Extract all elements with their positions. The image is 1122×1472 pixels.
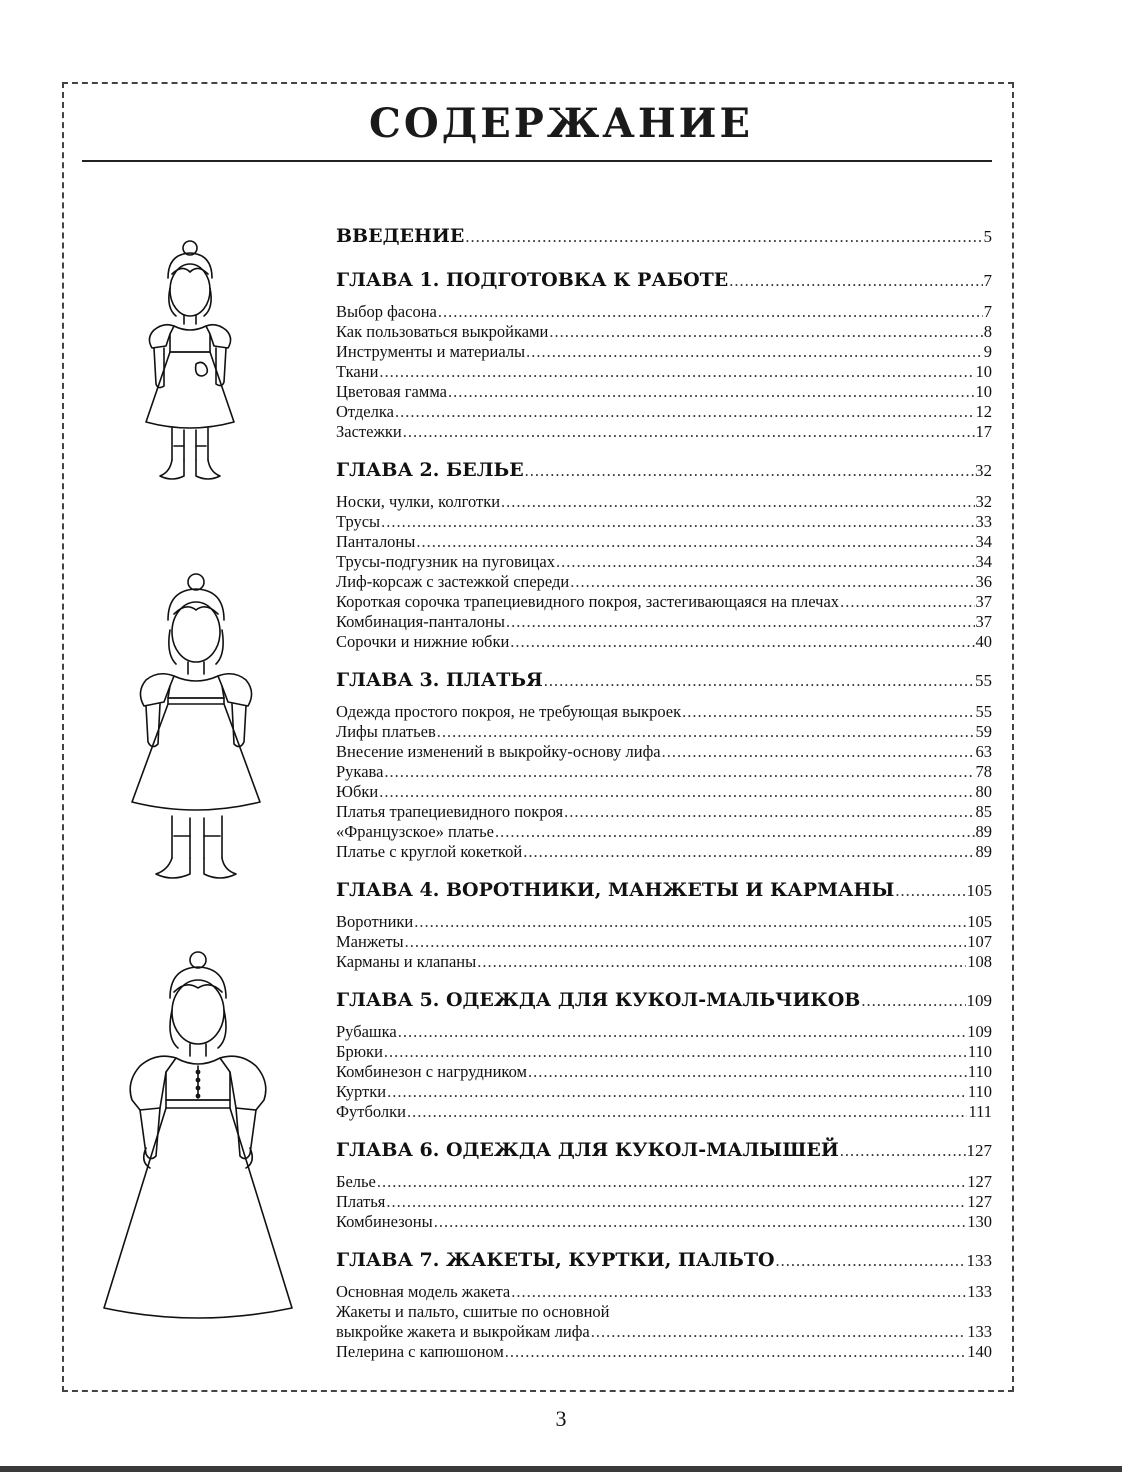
toc-entry [336,762,992,782]
toc-entry-title: Рубашка [336,1022,397,1041]
bottom-edge-bar [0,1466,1122,1472]
toc-entry-title: Ткани [336,362,379,381]
toc-leader-dots [377,1172,966,1192]
toc-leader-dots [505,1342,966,1362]
toc-entry-title: Карманы и клапаны [336,952,477,971]
toc-chapter [336,1250,992,1276]
toc-entry [336,342,992,362]
toc-entry [336,512,992,532]
toc-entry-title: Цветовая гамма [336,382,447,401]
toc-entry [336,702,992,722]
toc-entry-title: Платья трапециевидного покроя [336,802,564,821]
toc-leader-dots [477,952,966,972]
toc-entry-page: 133 [967,1282,992,1301]
toc-leader-dots [398,1022,967,1042]
page-title: СОДЕРЖАНИЕ [369,100,753,147]
toc-entry-title: Выбор фасона [336,302,437,321]
toc-entry-title: Куртки [336,1082,387,1101]
toc-entry-page: 110 [967,1082,992,1101]
toc-entry-page: 89 [975,822,992,841]
toc-entry-page: 89 [975,842,992,861]
toc-leader-dots [414,912,966,932]
toc-chapter-page: 32 [975,461,992,480]
toc-leader-dots [379,782,974,802]
toc-entry [336,362,992,382]
toc-leader-dots [729,271,982,291]
toc-entry [336,842,992,862]
toc-chapter-title: ГЛАВА 6. ОДЕЖДА ДЛЯ КУКОЛ-МАЛЫШЕЙ [336,1139,839,1161]
toc-entry [336,1342,992,1362]
toc-entry [336,552,992,572]
toc-leader-dots [523,842,974,862]
toc-entry [336,322,992,342]
toc-chapter-page: 127 [966,1141,992,1160]
toc-entry-title: Сорочки и нижние юбки [336,632,510,651]
toc-entry-title: Одежда простого покроя, не требующая выкроек [336,702,682,721]
toc-entry-title: Белье [336,1172,376,1191]
toc-chapter-title: ВВЕДЕНИЕ [336,225,465,247]
toc-entry-page: 34 [975,552,992,571]
toc-entry [336,1282,992,1302]
toc-entry [336,1322,992,1342]
toc-entry-page: 55 [975,702,992,721]
toc-entry-page: 12 [975,402,992,421]
toc-leader-dots [465,227,982,247]
toc-entry [336,802,992,822]
toc-entry-title: Лифы платьев [336,722,436,741]
toc-entry [336,632,992,652]
toc-entry [336,1302,992,1322]
toc-entry-title: Панталоны [336,532,416,551]
title-divider [82,160,992,162]
toc-entry-page: 37 [975,612,992,631]
toc-entry [336,382,992,402]
toc-leader-dots [381,512,974,532]
toc-chapter [336,460,992,486]
toc-entry-page: 63 [975,742,992,761]
toc-leader-dots [501,492,974,512]
toc-leader-dots [437,722,975,742]
toc-entry-page: 9 [983,342,992,361]
toc-entry [336,1042,992,1062]
page-number: 3 [555,1406,567,1431]
toc-entry-title: Пелерина с капюшоном [336,1342,504,1361]
toc-leader-dots [682,702,974,722]
toc-entry-page: 105 [967,912,992,931]
toc-leader-dots [448,382,975,402]
toc-entry-title: Короткая сорочка трапециевидного покроя, застегивающаяся на плечах [336,592,840,611]
toc-entry-title: «Французское» платье [336,822,494,841]
toc-chapter [336,880,992,906]
toc-leader-dots [564,802,974,822]
toc-entry-page: 140 [967,1342,992,1361]
toc-entry-title: Внесение изменений в выкройку-основу лифа [336,742,661,761]
toc-entry-title: Застежки [336,422,402,441]
toc-leader-dots [895,881,965,901]
toc-leader-dots [556,552,975,572]
doll-illustration-medium-dress [118,570,278,890]
toc-leader-dots [395,402,975,422]
toc-entry [336,572,992,592]
toc-entry [336,822,992,842]
toc-entry-page: 10 [975,362,992,381]
toc-entry-title: выкройке жакета и выкройкам лифа [336,1322,590,1341]
toc-entry-title: Юбки [336,782,379,801]
toc-entry-title: Воротники [336,912,414,931]
toc-entry-page: 10 [975,382,992,401]
toc-leader-dots [510,632,974,652]
toc-leader-dots [403,422,975,442]
toc-entry-page: 36 [975,572,992,591]
toc-entry-title: Рукава [336,762,384,781]
toc-chapter-page: 133 [966,1251,992,1270]
doll-illustration-short-dress [128,238,248,498]
toc-entry-page: 133 [967,1322,992,1341]
toc-chapter-page: 7 [983,271,992,290]
toc-chapter-title: ГЛАВА 1. ПОДГОТОВКА К РАБОТЕ [336,269,729,291]
toc-entry-title: Брюки [336,1042,383,1061]
toc-chapter-page: 5 [983,227,992,246]
toc-entry-page: 32 [975,492,992,511]
toc-chapter-page: 105 [966,881,992,900]
toc-entry-page: 7 [983,302,992,321]
toc-entry [336,742,992,762]
toc-leader-dots [776,1251,966,1271]
toc-entry-title: Комбинезон с нагрудником [336,1062,527,1081]
toc-entry [336,1082,992,1102]
toc-entry-page: 40 [975,632,992,651]
toc-leader-dots [840,592,974,612]
toc-leader-dots [416,532,974,552]
toc-entry-page: 127 [967,1172,992,1191]
toc-entry-title: Футболки [336,1102,407,1121]
toc-entry-title: Основная модель жакета [336,1282,511,1301]
toc-leader-dots [407,1102,967,1122]
toc-entry [336,592,992,612]
toc-entry [336,612,992,632]
toc-leader-dots [570,572,974,592]
toc-entry [336,1192,992,1212]
toc-entry-page: 130 [967,1212,992,1231]
toc-leader-dots [526,342,983,362]
toc-entry-title: Платья [336,1192,386,1211]
toc-entry-title: Отделка [336,402,394,421]
toc-entry-page: 8 [983,322,992,341]
toc-entry-page: 111 [968,1102,992,1121]
doll-illustration-long-dress [100,948,300,1328]
toc-leader-dots [511,1282,966,1302]
toc-leader-dots [384,1042,967,1062]
toc-entry-page: 85 [975,802,992,821]
toc-chapter [336,226,992,252]
toc-leader-dots [379,362,974,382]
toc-leader-dots [434,1212,967,1232]
toc-chapter-title: ГЛАВА 4. ВОРОТНИКИ, МАНЖЕТЫ И КАРМАНЫ [336,879,895,901]
toc-leader-dots [525,461,974,481]
toc-chapter-title: ГЛАВА 2. БЕЛЬЕ [336,459,524,481]
toc-leader-dots [384,762,974,782]
toc-entry-page: 59 [975,722,992,741]
toc-entry [336,912,992,932]
toc-entry-page: 17 [975,422,992,441]
toc-leader-dots [861,991,965,1011]
toc-chapter [336,1140,992,1166]
toc-leader-dots [495,822,975,842]
toc-chapter [336,670,992,696]
toc-entry-title: Платье с круглой кокеткой [336,842,523,861]
toc-entry-title: Как пользоваться выкройками [336,322,549,341]
toc-entry [336,402,992,422]
toc-entry [336,1102,992,1122]
toc-entry [336,932,992,952]
toc-entry [336,1062,992,1082]
toc-chapter-title: ГЛАВА 3. ПЛАТЬЯ [336,669,543,691]
toc-leader-dots [840,1141,966,1161]
toc-chapter [336,270,992,296]
toc-entry-page: 78 [975,762,992,781]
toc-entry-title: Трусы-подгузник на пуговицах [336,552,555,571]
toc-entry-page: 37 [975,592,992,611]
toc-leader-dots [662,742,975,762]
toc-entry-page: 110 [967,1062,992,1081]
toc-leader-dots [387,1082,967,1102]
toc-entry-page: 109 [967,1022,992,1041]
toc-chapter-page: 109 [966,991,992,1010]
toc-entry-page: 34 [975,532,992,551]
toc-entry [336,1022,992,1042]
toc-leader-dots [549,322,982,342]
toc-chapter-title: ГЛАВА 5. ОДЕЖДА ДЛЯ КУКОЛ-МАЛЬЧИКОВ [336,989,861,1011]
toc-entry [336,952,992,972]
toc-chapter-page: 55 [975,671,992,690]
toc-leader-dots [591,1322,967,1342]
toc-entry [336,1212,992,1232]
toc-entry-page: 110 [967,1042,992,1061]
toc-entry [336,302,992,322]
toc-entry [336,782,992,802]
toc-leader-dots [438,302,983,322]
toc-entry [336,722,992,742]
toc-entry-title: Манжеты [336,932,404,951]
toc-entry-page: 127 [967,1192,992,1211]
toc-entry-page: 108 [967,952,992,971]
toc-leader-dots [528,1062,967,1082]
toc-entry-title: Носки, чулки, колготки [336,492,501,511]
toc-leader-dots [506,612,975,632]
toc-entry-title: Комбинезоны [336,1212,433,1231]
toc-chapter-title: ГЛАВА 7. ЖАКЕТЫ, КУРТКИ, ПАЛЬТО [336,1249,775,1271]
toc-entry-page: 33 [975,512,992,531]
toc-entry [336,1172,992,1192]
toc-entry-page: 107 [967,932,992,951]
toc-entry [336,492,992,512]
toc-leader-dots [544,671,974,691]
toc-entry-title: Комбинация-панталоны [336,612,505,631]
toc-leader-dots [405,932,967,952]
toc-chapter [336,990,992,1016]
toc-entry-title: Трусы [336,512,381,531]
toc-entry-title: Инструменты и материалы [336,342,526,361]
toc-entry [336,422,992,442]
toc-entry-title: Жакеты и пальто, сшитые по основной [336,1302,610,1321]
toc-leader-dots [386,1192,966,1212]
table-of-contents [336,226,992,1362]
toc-entry [336,532,992,552]
toc-entry-page: 80 [975,782,992,801]
toc-entry-title: Лиф-корсаж с застежкой спереди [336,572,570,591]
